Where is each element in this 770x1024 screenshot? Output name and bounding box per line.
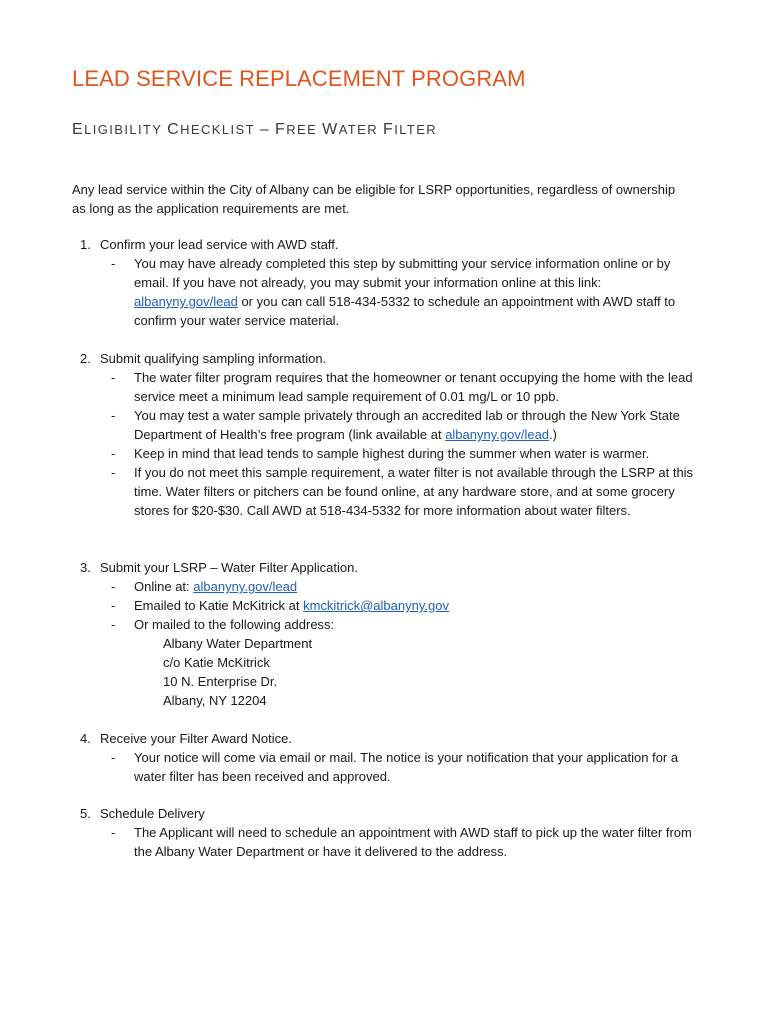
subtitle-fi-cap: F bbox=[383, 121, 395, 138]
bullet-text: Or mailed to the following address: bbox=[134, 617, 335, 632]
bullet-dash: - bbox=[111, 617, 116, 632]
bullet-item bbox=[111, 463, 700, 520]
subtitle-e-rest: LIGIBILITY bbox=[84, 122, 163, 137]
albanyny-lead-link[interactable]: albanyny.gov/lead bbox=[193, 579, 298, 594]
subtitle-w-rest: ATER bbox=[338, 122, 378, 137]
step-heading: Submit your LSRP – Water Filter Application. bbox=[100, 560, 358, 575]
bullet-dash: - bbox=[111, 579, 116, 594]
step-3 bbox=[80, 558, 700, 710]
bullet-text: .) bbox=[549, 427, 557, 442]
bullet-item bbox=[111, 406, 700, 444]
bullet-item bbox=[111, 596, 700, 615]
bullet-dash: - bbox=[111, 256, 116, 271]
bullet-item bbox=[111, 823, 700, 861]
step-4 bbox=[80, 729, 700, 786]
step-2 bbox=[80, 349, 700, 520]
bullet-text: or you can call 518-434-5332 to schedule an appointment with AWD staff to confirm your water service material. bbox=[134, 294, 676, 328]
page-subtitle bbox=[72, 121, 437, 139]
bullet-dash: - bbox=[111, 825, 116, 840]
step-heading: Confirm your lead service with AWD staff. bbox=[100, 237, 339, 252]
bullet-dash: - bbox=[111, 408, 116, 423]
step-5 bbox=[80, 804, 700, 861]
bullet-text: You may test a water sample privately through an accredited lab or through the New York State Department of Health’s free program (link available at bbox=[134, 408, 680, 442]
albanyny-lead-link[interactable]: albanyny.gov/lead bbox=[445, 427, 550, 442]
subtitle-dash: – bbox=[259, 121, 271, 138]
bullet-text: You may have already completed this step by submitting your service information online or by email. If you have not already, you may submit your information online at this link: bbox=[134, 256, 671, 290]
bullet-text: The Applicant will need to schedule an appointment with AWD staff to pick up the water filter from the Albany Water Department or have it delivered to the address. bbox=[134, 825, 692, 859]
subtitle-fi-rest: ILTER bbox=[394, 122, 438, 137]
step-number: 2. bbox=[80, 351, 91, 366]
bullet-text: The water filter program requires that the homeowner or tenant occupying the home with the lead service meet a minimum lead sample requirement of 0.01 mg/L or 10 ppb. bbox=[134, 370, 693, 404]
bullet-dash: - bbox=[111, 446, 116, 461]
bullet-text: Your notice will come via email or mail. The notice is your notification that your application for a water filter has been received and approved. bbox=[134, 750, 679, 784]
bullet-text: Emailed to Katie McKitrick at bbox=[134, 598, 304, 613]
bullet-item bbox=[111, 748, 700, 786]
bullet-item bbox=[111, 615, 700, 634]
step-heading: Receive your Filter Award Notice. bbox=[100, 731, 292, 746]
step-number: 5. bbox=[80, 806, 91, 821]
subtitle-f-cap: F bbox=[275, 121, 287, 138]
bullet-item bbox=[111, 444, 700, 463]
step-heading: Schedule Delivery bbox=[100, 806, 205, 821]
albanyny-lead-link[interactable]: albanyny.gov/lead bbox=[134, 294, 238, 309]
step-1 bbox=[80, 235, 700, 330]
bullet-text: Online at: bbox=[134, 579, 194, 594]
subtitle-e-cap: E bbox=[72, 121, 85, 138]
mailing-address bbox=[163, 634, 700, 710]
address-line: c/o Katie McKitrick bbox=[163, 655, 270, 670]
bullet-dash: - bbox=[111, 370, 116, 385]
step-number: 1. bbox=[80, 237, 91, 252]
page-title: LEAD SERVICE REPLACEMENT PROGRAM bbox=[72, 66, 526, 91]
subtitle-c-rest: HECKLIST bbox=[180, 122, 255, 137]
address-line: Albany, NY 12204 bbox=[163, 693, 267, 708]
step-number: 4. bbox=[80, 731, 91, 746]
subtitle-c-cap: C bbox=[167, 121, 181, 138]
email-link[interactable]: kmckitrick@albanyny.gov bbox=[303, 598, 449, 613]
bullet-item bbox=[111, 577, 700, 596]
address-line: Albany Water Department bbox=[163, 636, 313, 651]
step-number: 3. bbox=[80, 560, 91, 575]
step-heading: Submit qualifying sampling information. bbox=[100, 351, 327, 366]
bullet-dash: - bbox=[111, 598, 116, 613]
bullet-item bbox=[111, 368, 700, 406]
bullet-item bbox=[111, 254, 700, 330]
subtitle-w-cap: W bbox=[322, 121, 339, 138]
bullet-text: Keep in mind that lead tends to sample highest during the summer when water is warmer. bbox=[134, 446, 650, 461]
bullet-dash: - bbox=[111, 465, 116, 480]
bullet-text: If you do not meet this sample requirement, a water filter is not available through the LSRP at this time. Water filters or pitchers can be found online, at any hardware store, and at some grocery stores for $20-$30. Call AWD at 518-434-5332 for more information about water filters. bbox=[134, 465, 694, 518]
subtitle-f-rest: REE bbox=[286, 122, 318, 137]
bullet-dash: - bbox=[111, 750, 116, 765]
intro-paragraph: Any lead service within the City of Albany can be eligible for LSRP opportunities, regardless of ownership as long as the application requirements are met. bbox=[72, 182, 676, 216]
address-line: 10 N. Enterprise Dr. bbox=[163, 674, 278, 689]
